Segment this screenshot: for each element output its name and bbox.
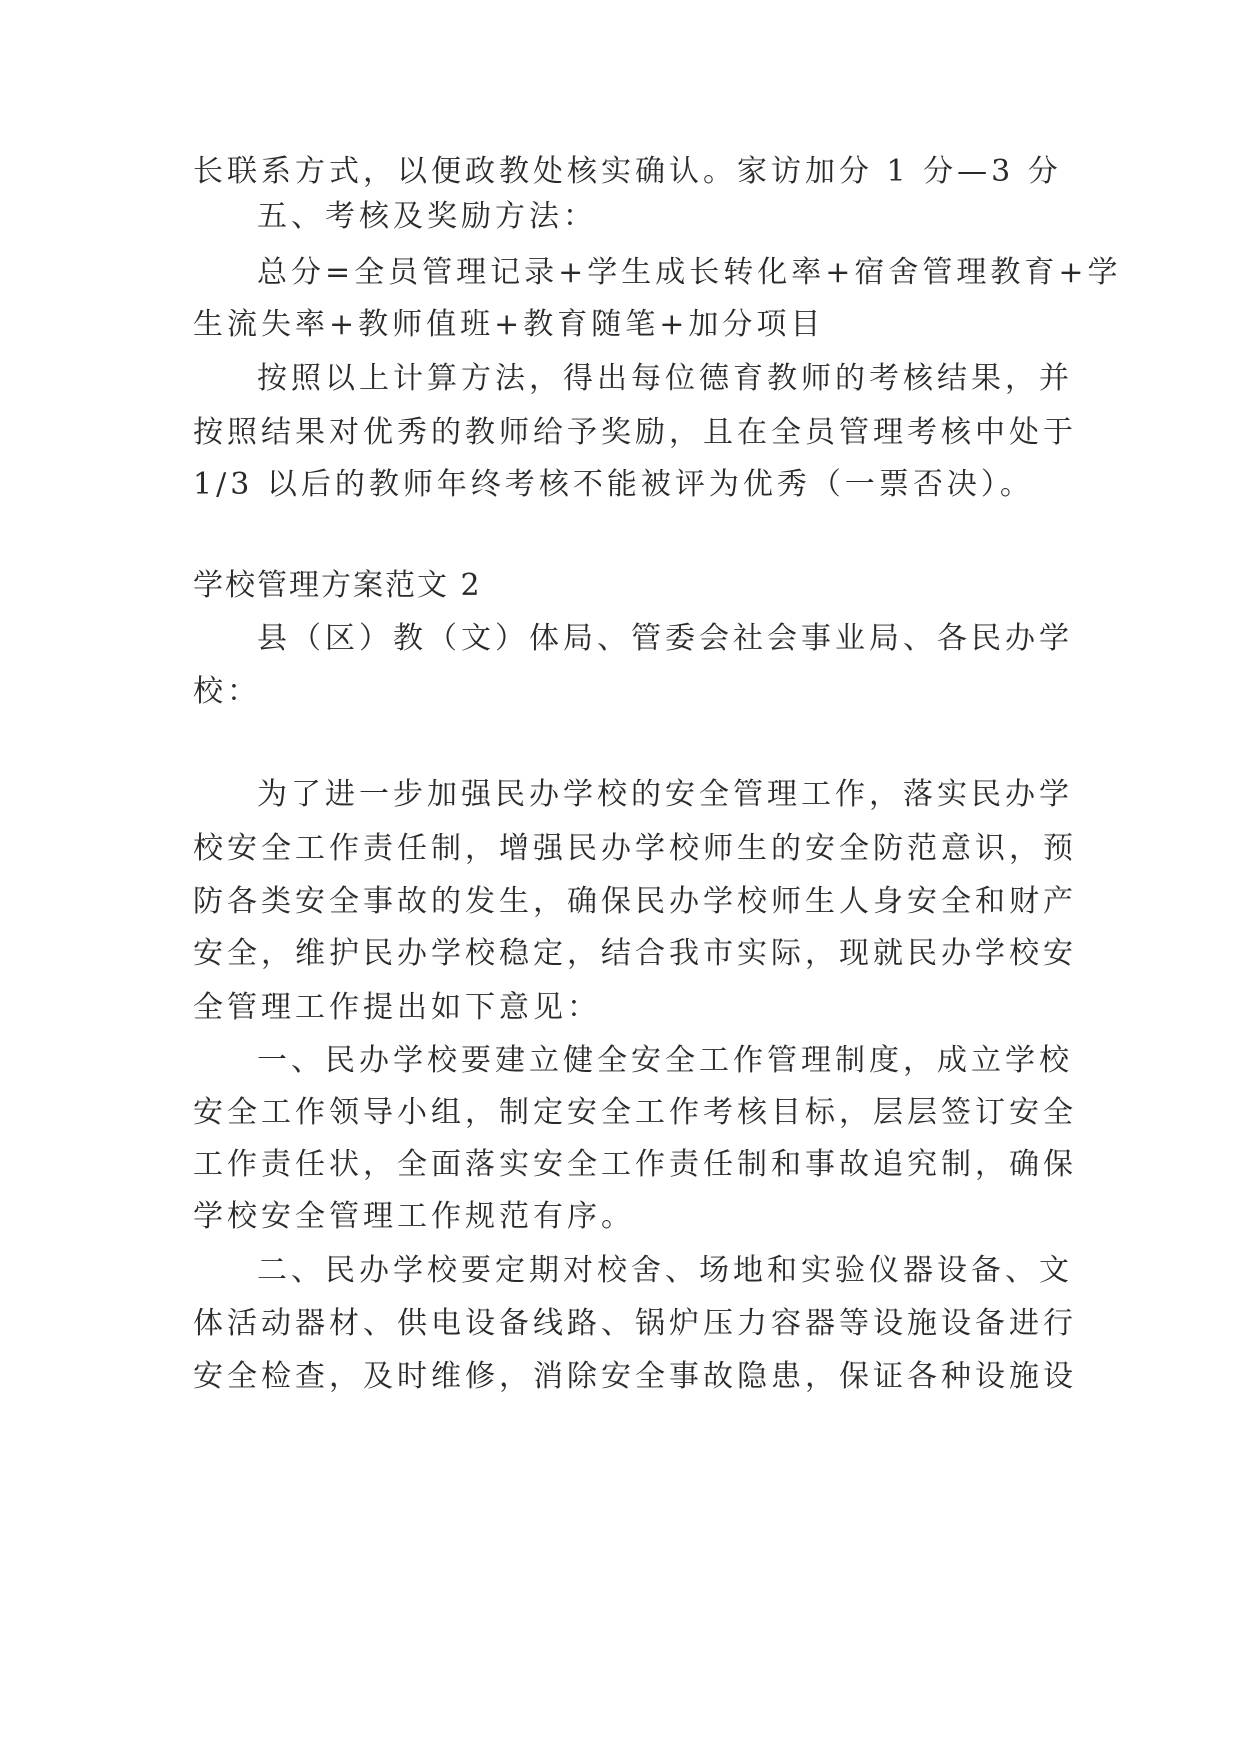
body-text-line: 校： [193, 674, 261, 709]
body-text-line: 长联系方式，以便政教处核实确认。家访加分 1 分—3 分 [193, 154, 1062, 189]
body-text-line: 安全检查，及时维修，消除安全事故隐患，保证各种设施设 [193, 1359, 1077, 1394]
body-text-line: 1/3 以后的教师年终考核不能被评为优秀（一票否决）。 [193, 467, 1034, 502]
body-text-line: 体活动器材、供电设备线路、锅炉压力容器等设施设备进行 [193, 1306, 1077, 1341]
body-text-line: 按照结果对优秀的教师给予奖励，且在全员管理考核中处于 [193, 415, 1077, 450]
body-text-line: 生流失率+教师值班+教育随笔+加分项目 [193, 307, 825, 342]
body-text-line: 按照以上计算方法，得出每位德育教师的考核结果，并 [257, 361, 1073, 396]
body-text-line: 校安全工作责任制，增强民办学校师生的安全防范意识，预 [193, 831, 1077, 866]
body-text-line: 县（区）教（文）体局、管委会社会事业局、各民办学 [257, 621, 1073, 656]
body-text-line: 工作责任状，全面落实安全工作责任制和事故追究制，确保 [193, 1147, 1077, 1182]
section-heading: 五、考核及奖励方法： [257, 199, 597, 234]
body-text-line: 总分=全员管理记录+学生成长转化率+宿舍管理教育+学 [257, 255, 1122, 290]
body-text-line: 安全，维护民办学校稳定，结合我市实际，现就民办学校安 [193, 936, 1077, 971]
body-text-line: 二、民办学校要定期对校舍、场地和实验仪器设备、文 [257, 1253, 1073, 1288]
document-title: 学校管理方案范文 2 [193, 568, 482, 603]
body-text-line: 学校安全管理工作规范有序。 [193, 1199, 635, 1234]
body-text-line: 防各类安全事故的发生，确保民办学校师生人身安全和财产 [193, 884, 1077, 919]
body-text-line: 安全工作领导小组，制定安全工作考核目标，层层签订安全 [193, 1095, 1077, 1130]
body-text-line: 一、民办学校要建立健全安全工作管理制度，成立学校 [257, 1043, 1073, 1078]
body-text-line: 全管理工作提出如下意见： [193, 990, 601, 1025]
body-text-line: 为了进一步加强民办学校的安全管理工作，落实民办学 [257, 777, 1073, 812]
